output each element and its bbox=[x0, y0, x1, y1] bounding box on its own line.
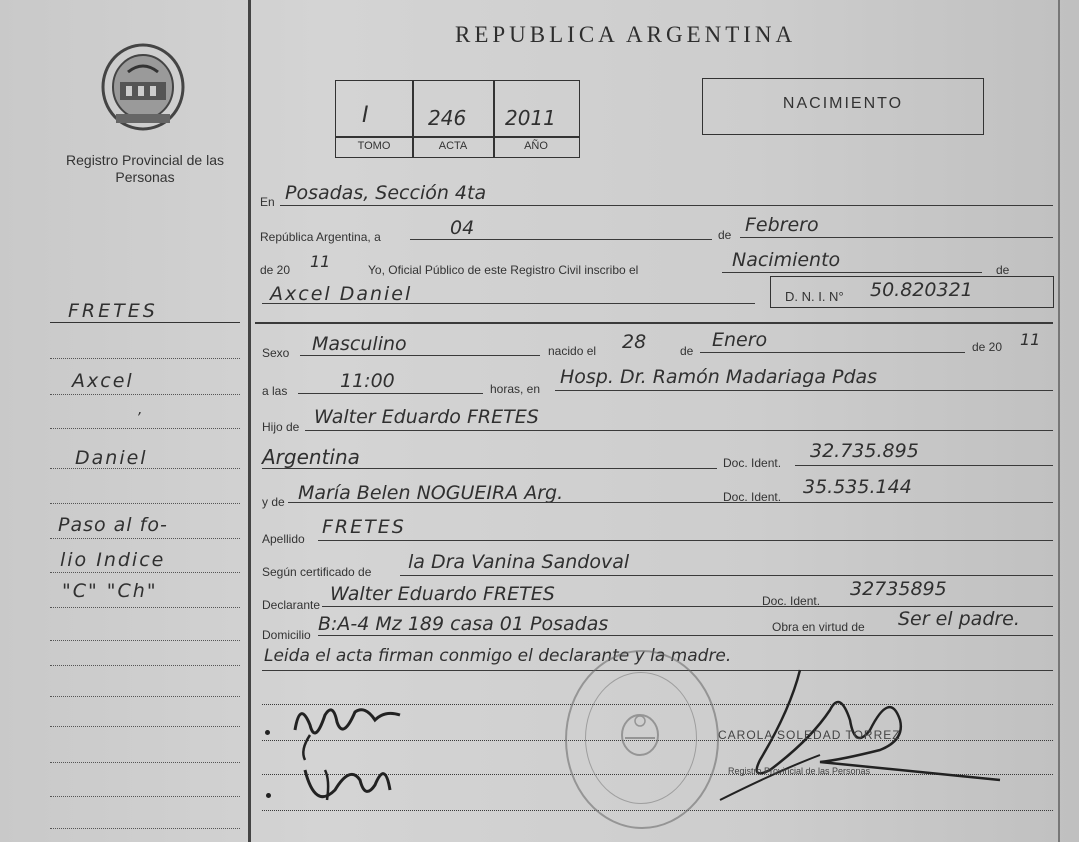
margin-note-line-1: Paso al fo- bbox=[58, 514, 168, 536]
doc1-label: Doc. Ident. bbox=[723, 456, 782, 470]
sexo-label: Sexo bbox=[262, 346, 290, 360]
left-dotted-line bbox=[50, 762, 240, 763]
anio-prefix-label: de 20 bbox=[260, 263, 291, 277]
sexo-line bbox=[300, 355, 540, 356]
declarante-doc-value: 32735895 bbox=[850, 578, 947, 600]
coat-of-arms-icon bbox=[617, 712, 663, 758]
padre-doc-value: 32.735.895 bbox=[810, 440, 919, 462]
country-title: REPUBLICA ARGENTINA bbox=[455, 22, 797, 47]
record-box-hline bbox=[335, 136, 579, 138]
signature-mark bbox=[265, 730, 270, 735]
padre-line bbox=[305, 430, 1053, 431]
act-type-label: NACIMIENTO bbox=[782, 95, 904, 112]
margin-mark: , bbox=[138, 402, 143, 418]
left-column-border bbox=[248, 0, 251, 842]
acta-value: 246 bbox=[428, 106, 467, 130]
left-dotted-line bbox=[50, 503, 240, 504]
left-dotted-line bbox=[50, 640, 240, 641]
certificado-value: la Dra Vanina Sandoval bbox=[408, 551, 630, 573]
oficial-text: Yo, Oficial Público de este Registro Civil inscribo el bbox=[368, 263, 639, 277]
left-dotted-line bbox=[50, 538, 240, 539]
segun-label: Según certificado de bbox=[262, 565, 372, 579]
nombre-line bbox=[262, 303, 755, 304]
dia-value: 04 bbox=[450, 217, 475, 239]
nac-anio-value: 11 bbox=[1020, 330, 1041, 349]
right-edge-border bbox=[1058, 0, 1060, 842]
official-name: CAROLA SOLEDAD TORREZ bbox=[718, 728, 901, 742]
domicilio-value: B:A-4 Mz 189 casa 01 Posadas bbox=[318, 613, 609, 635]
republica-label: República Argentina, a bbox=[260, 230, 381, 244]
nombre-value: Axcel Daniel bbox=[270, 283, 413, 305]
left-dotted-line bbox=[50, 607, 240, 608]
official-org: Registro Provincial de las Personas bbox=[728, 766, 871, 776]
anio-value: 2011 bbox=[505, 106, 556, 130]
anio-label: AÑO bbox=[524, 140, 548, 152]
mes-line bbox=[740, 237, 1053, 238]
lugar-value: Hosp. Dr. Ramón Madariaga Pdas bbox=[560, 366, 878, 388]
en-label: En bbox=[260, 195, 275, 209]
horas-label: horas, en bbox=[490, 382, 541, 396]
de-label: de bbox=[718, 228, 732, 242]
declarante-value: Walter Eduardo FRETES bbox=[330, 583, 555, 605]
padre-nac-line bbox=[262, 468, 717, 469]
de2-label: de bbox=[996, 263, 1010, 277]
left-dotted-line bbox=[50, 358, 240, 359]
dni-value: 50.820321 bbox=[870, 279, 973, 301]
padre-value: Walter Eduardo FRETES bbox=[314, 406, 539, 428]
tomo-value: I bbox=[362, 103, 369, 128]
nac-mes-line bbox=[700, 352, 965, 353]
left-dotted-line bbox=[50, 572, 240, 573]
yde-label: y de bbox=[262, 495, 285, 509]
apellido-label: Apellido bbox=[262, 532, 305, 546]
padre-doc-line bbox=[795, 465, 1053, 466]
certificado-line bbox=[400, 575, 1053, 576]
apellido-value: FRETES bbox=[322, 516, 406, 538]
margin-surname: FRETES bbox=[68, 300, 158, 322]
anio-suffix-value: 11 bbox=[310, 252, 331, 271]
left-dotted-line bbox=[50, 696, 240, 697]
left-divider-line bbox=[50, 322, 240, 323]
inscribo-value: Nacimiento bbox=[732, 249, 841, 271]
hijo-label: Hijo de bbox=[262, 420, 300, 434]
hora-value: 11:00 bbox=[340, 370, 395, 392]
signature-mark bbox=[266, 793, 271, 798]
inscribo-line bbox=[722, 272, 982, 273]
en-value: Posadas, Sección 4ta bbox=[285, 182, 487, 204]
registry-stamp bbox=[565, 650, 719, 829]
margin-second-name: Daniel bbox=[75, 447, 148, 469]
left-dotted-line bbox=[50, 394, 240, 395]
domicilio-line bbox=[318, 635, 1053, 636]
left-dotted-line bbox=[50, 665, 240, 666]
declarante-label: Declarante bbox=[262, 598, 321, 612]
de20-label: de 20 bbox=[972, 340, 1003, 354]
left-dotted-line bbox=[50, 796, 240, 797]
margin-note-line-2: lio Indice bbox=[60, 549, 166, 571]
registry-name: Registro Provincial de las Personas bbox=[66, 152, 224, 185]
alas-label: a las bbox=[262, 384, 288, 398]
nacido-label: nacido el bbox=[548, 344, 597, 358]
obra-value: Ser el padre. bbox=[898, 608, 1020, 630]
margin-note-line-3: "C" "Ch" bbox=[62, 580, 158, 602]
sexo-value: Masculino bbox=[312, 333, 407, 355]
act-type-box bbox=[702, 78, 984, 135]
mes-value: Febrero bbox=[745, 214, 819, 236]
observaciones-value: Leida el acta firman conmigo el declarante y la madre. bbox=[264, 646, 732, 666]
apellido-line bbox=[318, 540, 1053, 541]
en-line bbox=[280, 205, 1053, 206]
nac-dia-value: 28 bbox=[622, 331, 647, 353]
lugar-line bbox=[555, 390, 1053, 391]
madre-value: María Belen NOGUEIRA Arg. bbox=[298, 482, 564, 504]
section-divider bbox=[255, 322, 1053, 324]
declarant-signature-icon bbox=[265, 690, 415, 820]
obra-label: Obra en virtud de bbox=[772, 620, 865, 634]
madre-doc-line bbox=[288, 502, 1053, 503]
left-dotted-line bbox=[50, 828, 240, 829]
domicilio-label: Domicilio bbox=[262, 628, 311, 642]
provincial-seal-icon bbox=[98, 42, 188, 132]
madre-doc-value: 35.535.144 bbox=[803, 476, 912, 498]
acta-label: ACTA bbox=[438, 140, 468, 152]
dia-line bbox=[410, 239, 712, 240]
margin-first-name: Axcel bbox=[72, 370, 134, 392]
declarante-line bbox=[322, 606, 1053, 607]
tomo-label: TOMO bbox=[357, 140, 391, 152]
doc3-label: Doc. Ident. bbox=[762, 594, 821, 608]
de3-label: de bbox=[680, 344, 694, 358]
nac-mes-value: Enero bbox=[712, 329, 768, 351]
padre-nacionalidad: Argentina bbox=[262, 445, 360, 469]
left-dotted-line bbox=[50, 428, 240, 429]
dni-label: D. N. I. N° bbox=[785, 289, 844, 304]
doc2-label: Doc. Ident. bbox=[723, 490, 782, 504]
left-dotted-line bbox=[50, 726, 240, 727]
hora-line bbox=[298, 393, 483, 394]
